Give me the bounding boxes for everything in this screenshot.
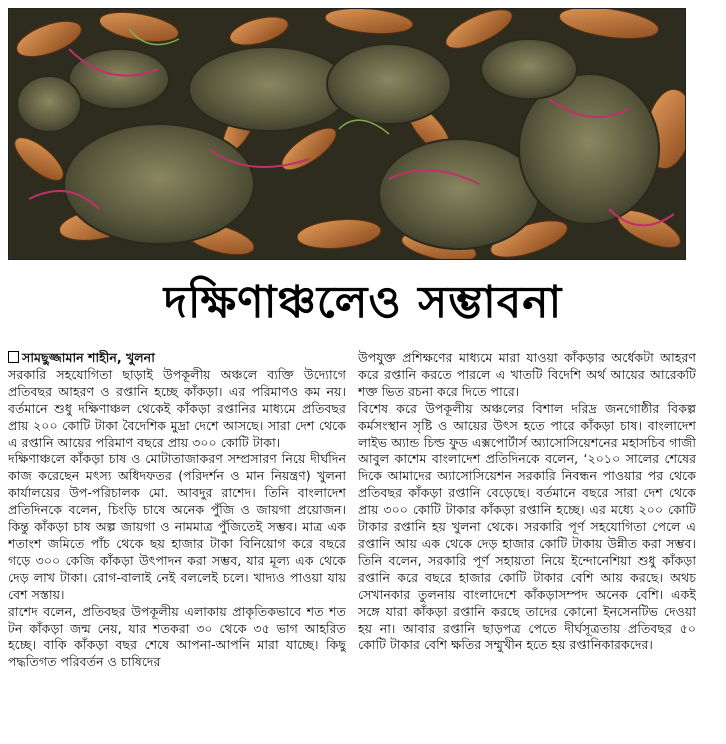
article-column-right — [358, 350, 696, 740]
headline: দক্ষিণাঞ্চলেও সম্ভাবনা — [163, 277, 563, 328]
paragraph: বিশেষ করে উপকূলীয় অঞ্চলের বিশাল দরিদ্র জনগোষ্ঠীর বিকল্প কর্মসংস্থান সৃষ্টি ও আয়ের উৎস হতে পারে কাঁকড়া চাষ। বাংলাদেশ লাইভ অ্যান্ড চিল্ড ফুড এক্সপোর্টার্স অ্যাসোসিয়েশনের মহাসচিব গাজী আবুল কাশেম বাংলাদেশ প্রতিদিনকে বলেন, ‘২০১০ সালের শেষের দিকে আমাদের অ্যাসোসিয়েশন সরকারি নিবন্ধন পাওয়ার পর থেকে প্রতিবছর কাঁকড়া রপ্তানি বেড়েছে। বর্তমানে বছরে সারা দেশ থেকে প্রায় ৩০০ কোটি টাকার কাঁকড়া রপ্তানি হচ্ছে। এর মধ্যে ২০০ কোটি টাকার রপ্তানি হয় খুলনা থেকে। সরকারি পূর্ণ সহযোগিতা পেলে এ রপ্তানি আয় এক থেকে দেড় হাজার কোটি টাকায় উন্নীত করা সম্ভব। তিনি বলেন, সরকারি পূর্ণ সহায়তা নিয়ে ইন্দোনেশিয়া শুধু কাঁকড়া রপ্তানি করে বছরে হাজার কোটি টাকার বেশি আয় করছে। অথচ সেখানকার তুলনায় বাংলাদেশে কাঁকড়াসম্পদ অনেক বেশি। একই সঙ্গে যারা কাঁকড়া রপ্তানি করছে তাদের কোনো ইনসেনটিভ দেওয়া হয় না। আবার রপ্তানি ছাড়পত্র পেতে দীর্ঘসূত্রতায় প্রতিবছর ৫০ কোটি টাকার বেশি ক্ষতির সম্মুখীন হতে হয় রপ্তানিকারকদের। — [358, 400, 696, 653]
paragraph: দক্ষিণাঞ্চলে কাঁকড়া চাষ ও মোটাতাজাকরণ সম্প্রসারণ নিয়ে দীর্ঘদিন কাজ করেছেন মৎস্য অধিদফতর (পরিদর্শন ও মান নিয়ন্ত্রণ) খুলনা কার্যালয়ের উপ-পরিচালক মো. আবদুর রাশেদ। তিনি বাংলাদেশ প্রতিদিনকে বলেন, চিংড়ি চাষে অনেক পুঁজি ও জায়গা প্রয়োজন। কিন্তু কাঁকড়া চাষ অল্প জায়গা ও নামমাত্র পুঁজিতেই সম্ভব। মাত্র এক শতাংশ জমিতে পাঁচ থেকে ছয় হাজার টাকা বিনিয়োগ করে বছরে গড়ে ৩০০ কেজি কাঁকড়া উৎপাদন করা সম্ভব, যার মূল্য এক থেকে দেড় লাখ টাকা। রোগ-বালাই নেই বললেই চলে। খাদ্যও পাওয়া যায় বেশ সস্তায়। — [8, 451, 346, 602]
byline-text: সামছুজ্জামান শাহীন, খুলনা — [22, 350, 155, 365]
paragraph: উপযুক্ত প্রশিক্ষণের মাধ্যমে মারা যাওয়া কাঁকড়ার অর্ধেকটা আহরণ করে রপ্তানি করতে পারলে এ খাতটি বিদেশি অর্থ আয়ের আরেকটি শক্ত ভিত রচনা করে দিতে পারে। — [358, 350, 696, 399]
article-photo — [8, 8, 686, 260]
byline — [8, 350, 346, 367]
crab-photo-image — [9, 9, 685, 259]
article-column-left — [8, 350, 346, 740]
paragraph: রাশেদ বলেন, প্রতিবছর উপকূলীয় এলাকায় প্রাকৃতিকভাবে শত শত টন কাঁকড়া জন্ম নেয়, যার শতকরা ৩০ থেকে ৩৫ ভাগ আহরিত হচ্ছে। বাকি কাঁকড়া বছর শেষে আপনা-আপনি মারা যাচ্ছে। কিছু পদ্ধতিগত পরিবর্তন ও চাষিদের — [8, 603, 346, 670]
byline-marker-icon — [8, 351, 19, 363]
paragraph: সরকারি সহযোগিতা ছাড়াই উপকূলীয় অঞ্চলে ব্যক্তি উদ্যোগে প্রতিবছর আহরণ ও রপ্তানি হচ্ছে কাঁকড়া। এর পরিমাণও কম নয়। বর্তমানে শুধু দক্ষিণাঞ্চল থেকেই কাঁকড়া রপ্তানির মাধ্যমে প্রতিবছর প্রায় ২০০ কোটি টাকা বৈদেশিক মুদ্রা দেশে আসছে। সারা দেশ থেকে এ রপ্তানি আয়ের পরিমাণ বছরে প্রায় ৩০০ কোটি টাকা। — [8, 366, 346, 450]
